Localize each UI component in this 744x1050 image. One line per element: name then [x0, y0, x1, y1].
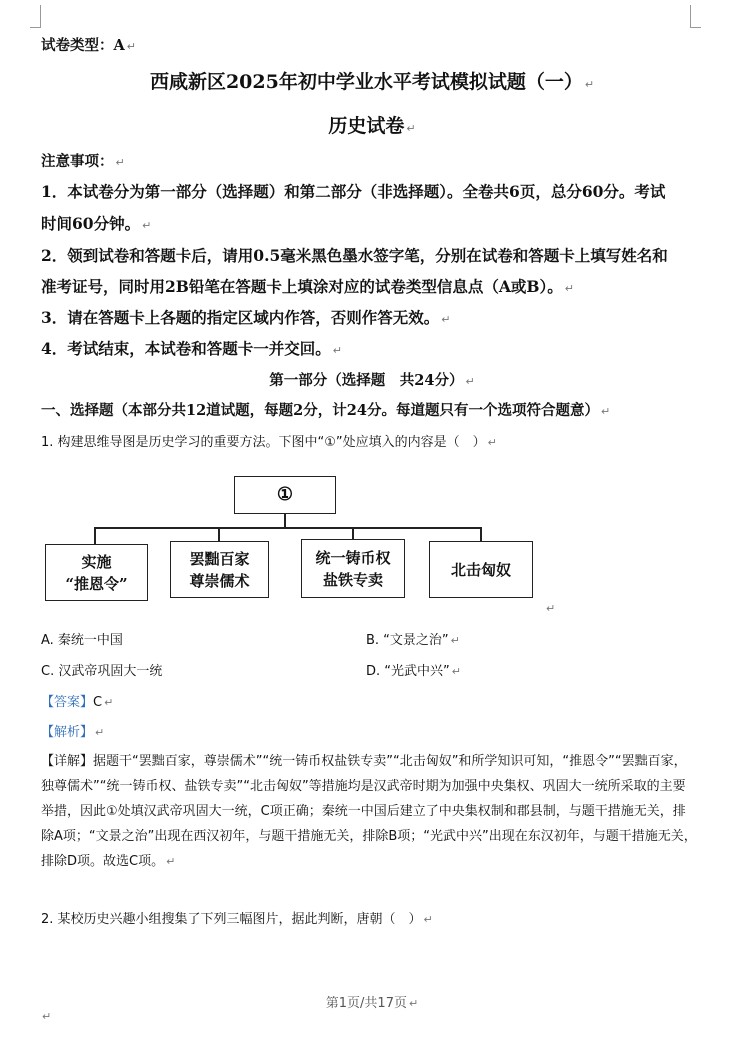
answer: 【答案】C ↵: [41, 695, 114, 710]
connector-branch-2: [218, 527, 220, 541]
paper-type: 试卷类型：A ↵: [41, 37, 136, 54]
page-title: 西咸新区2025年初中学业水平考试模拟试题（一） ↵: [149, 71, 595, 93]
notice-item-1-line-2: 时间60分钟。 ↵: [41, 214, 152, 233]
notice-item-1-line-1: 1．本试卷分为第一部分（选择题）和第二部分（非选择题）。全卷共6页，总分60分。考试: [41, 182, 666, 201]
mind-map-root: ①: [234, 476, 336, 514]
crop-mark-top-left: [30, 5, 41, 28]
section1-heading: 一、选择题（本部分共12道试题，每题2分，计24分。每道题只有一个选项符合题意） ↵: [41, 402, 611, 419]
page-footer: 第1页/共17页 ↵: [325, 996, 419, 1011]
question-1-stem: 1. 构建思维导图是历史学习的重要方法。下图中“①”处应填入的内容是（ ） ↵: [41, 435, 497, 450]
connector-horizontal: [94, 527, 481, 529]
notice-item-2-line-2: 准考证号，同时用2B铅笔在答题卡上填涂对应的试卷类型信息点（A或B）。 ↵: [41, 277, 574, 296]
connector-branch-1: [94, 527, 96, 544]
paragraph-mark-bottom: ↵: [42, 1010, 52, 1023]
detail-explanation: 【详解】据题干“罢黜百家，尊崇儒术”“统一铸币权盐铁专卖”“北击匈奴”和所学知识可知，“推恩令”“罢黜百家，独尊儒术”“统一铸币权、盐铁专卖”“北击匈奴”等措施均是汉武帝时期为加强中央集权、巩固大一统所采取的主要举措，因此①处填汉武帝巩固大一统，C项正确；秦统一中国后建立了中央集权制和郡县制，与题干措施无关，排除A项；“文景之治”出现在西汉初年，与题干措施无关，排除B项；“光武中兴”出现在东汉初年，与题干措施无关，排除D项。故选C项。 ↵: [41, 754, 697, 869]
option-d: D. “光武中兴” ↵: [366, 664, 461, 679]
notice-heading: 注意事项： ↵: [41, 153, 125, 170]
option-a: A. 秦统一中国: [41, 633, 123, 648]
option-c: C. 汉武帝巩固大一统: [41, 664, 163, 679]
mind-map-box-currency: 统一铸币权 盐铁专卖: [301, 539, 405, 598]
mind-map-box-confucianism: 罢黜百家 尊崇儒术: [170, 541, 269, 598]
connector-branch-3: [352, 527, 354, 539]
paragraph-mark: ↵: [546, 602, 556, 615]
notice-item-3: 3．请在答题卡上各题的指定区域内作答，否则作答无效。 ↵: [41, 308, 451, 327]
page-subtitle: 历史试卷 ↵: [328, 115, 416, 137]
option-b: B. “文景之治” ↵: [366, 633, 460, 648]
mind-map-box-tuien: 实施 “推恩令”: [45, 544, 148, 601]
analysis-label: 【解析】 ↵: [41, 725, 105, 740]
mind-map-box-xiongnu: 北击匈奴: [429, 541, 533, 598]
connector-trunk: [284, 514, 286, 528]
part1-heading: 第一部分（选择题 共24分） ↵: [269, 372, 475, 389]
question-2-stem: 2. 某校历史兴趣小组搜集了下列三幅图片，据此判断，唐朝（ ） ↵: [41, 912, 433, 927]
notice-item-4: 4．考试结束，本试卷和答题卡一并交回。 ↵: [41, 339, 343, 358]
connector-branch-4: [480, 527, 482, 541]
crop-mark-top-right: [690, 5, 701, 28]
notice-item-2-line-1: 2．领到试卷和答题卡后，请用0.5毫米黑色墨水签字笔，分别在试卷和答题卡上填写姓名和: [41, 246, 668, 265]
